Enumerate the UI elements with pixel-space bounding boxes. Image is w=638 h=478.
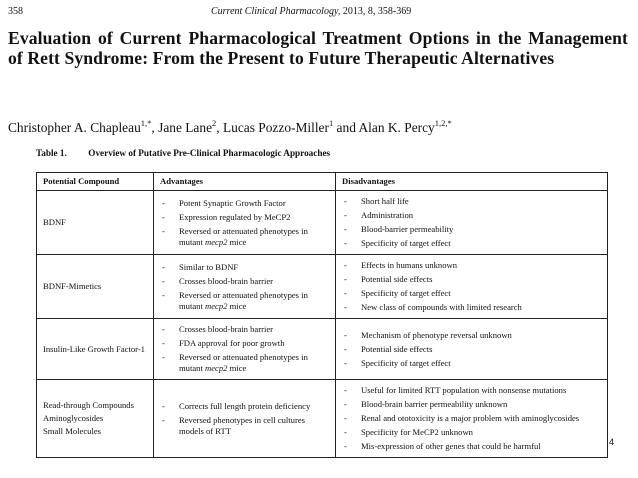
compound-name: Read-through Compounds [43,400,134,410]
advantage-item: - Reversed or attenuated phenotypes in mutant mecp2 mice [160,290,329,312]
disadvantage-item: - Effects in humans unknown [342,260,601,271]
advantages-cell [154,255,336,319]
advantage-item: - Expression regulated by MeCP2 [160,212,329,223]
disadvantage-list [342,260,601,313]
table-row [37,191,608,255]
author-affiliation-mark: 2 [212,118,217,128]
disadvantage-item: - Blood-brain barrier permeability unknown [342,399,601,410]
disadvantage-item: - Short half life [342,196,601,207]
table-row [37,255,608,319]
advantage-item: - Crosses blood-brain barrier [160,276,329,287]
disadvantage-list [342,385,601,452]
table-header-row [37,173,608,191]
table-label: Table 1. [36,148,67,158]
disadvantage-item: - Specificity of target effect [342,358,601,369]
table-caption-text: Overview of Putative Pre-Clinical Pharmacologic Approaches [88,148,331,158]
journal-volume-pages: 2013, 8, 358-369 [342,6,412,17]
compound-name: Insulin-Like Growth Factor-1 [43,343,145,354]
table-caption [36,148,596,158]
disadvantages-cell [336,191,608,255]
disadvantage-item: - Renal and ototoxicity is a major problem with aminoglycosides [342,413,601,424]
disadvantage-item: - Blood-barrier permeability [342,224,601,235]
author-affiliation-mark: 1 [328,118,334,128]
author-affiliation-mark: 1,* [140,118,152,128]
disadvantage-item: - Specificity of target effect [342,238,601,249]
disadvantage-item: - Specificity for MeCP2 unknown [342,427,601,438]
disadvantage-list [342,330,601,369]
advantage-list [160,324,329,374]
disadvantage-item: - Administration [342,210,601,221]
advantage-item: - Corrects full length protein deficiency [160,401,329,412]
header-potential-compound: Potential Compound [37,173,154,191]
disadvantage-item: - New class of compounds with limited research [342,302,601,313]
advantages-cell [154,319,336,380]
compound-cell [37,319,154,380]
author-affiliation-mark: 1,2,* [434,118,452,128]
disadvantage-item: - Potential side effects [342,344,601,355]
table-row [37,319,608,380]
compound-cell [37,191,154,255]
page-number: 358 [8,6,23,17]
disadvantage-item: - Mis-expression of other genes that could be harmful [342,441,601,452]
advantage-list [160,401,329,437]
disadvantage-list [342,196,601,249]
author-name: Lucas Pozzo-Miller [222,120,329,135]
advantage-list [160,198,329,248]
advantage-item: - Potent Synaptic Growth Factor [160,198,329,209]
disadvantages-cell [336,255,608,319]
disadvantage-item: - Mechanism of phenotype reversal unknown [342,330,601,341]
compound-name: BDNF-Mimetics [43,281,102,291]
compound-cell [37,380,154,458]
advantage-item: - FDA approval for poor growth [160,338,329,349]
compound-name: BDNF [43,217,66,227]
header-disadvantages: Disadvantages [336,173,608,191]
journal-name: Current Clinical Pharmacology, [211,6,341,17]
disadvantage-item: - Specificity of target effect [342,288,601,299]
advantage-item: - Crosses blood-brain barrier [160,324,329,335]
slide-number: 4 [609,437,615,447]
header-advantages: Advantages [154,173,336,191]
disadvantages-cell [336,380,608,458]
journal-citation [211,6,411,17]
advantages-cell [154,380,336,458]
compound-name: Small Molecules [43,426,101,436]
author-separator: , [216,120,223,135]
running-head [8,6,628,20]
advantage-item: - Similar to BDNF [160,262,329,273]
advantage-list [160,262,329,312]
compound-cell [37,255,154,319]
author-separator: and [333,120,359,135]
advantages-cell [154,191,336,255]
author-list [8,120,628,136]
table-row [37,380,608,458]
disadvantages-cell [336,319,608,380]
advantage-item: - Reversed or attenuated phenotypes in mutant mecp2 mice [160,352,329,374]
author-name: Christopher A. Chapleau [8,120,141,135]
author-name: Alan K. Percy [358,120,435,135]
compound-name: Aminoglycosides [43,413,104,423]
author-separator: , [151,120,159,135]
disadvantage-item: - Useful for limited RTT population with nonsense mutations [342,385,601,396]
compound-table [36,172,608,458]
advantage-item: - Reversed phenotypes in cell cultures models of RTT [160,415,329,437]
author-name: Jane Lane [158,120,213,135]
disadvantage-item: - Potential side effects [342,274,601,285]
advantage-item: - Reversed or attenuated phenotypes in mutant mecp2 mice [160,226,329,248]
article-title: Evaluation of Current Pharmacological Treatment Options in the Management of Rett Syndrome: From the Present to Future Therapeutic Alternatives [8,28,628,68]
